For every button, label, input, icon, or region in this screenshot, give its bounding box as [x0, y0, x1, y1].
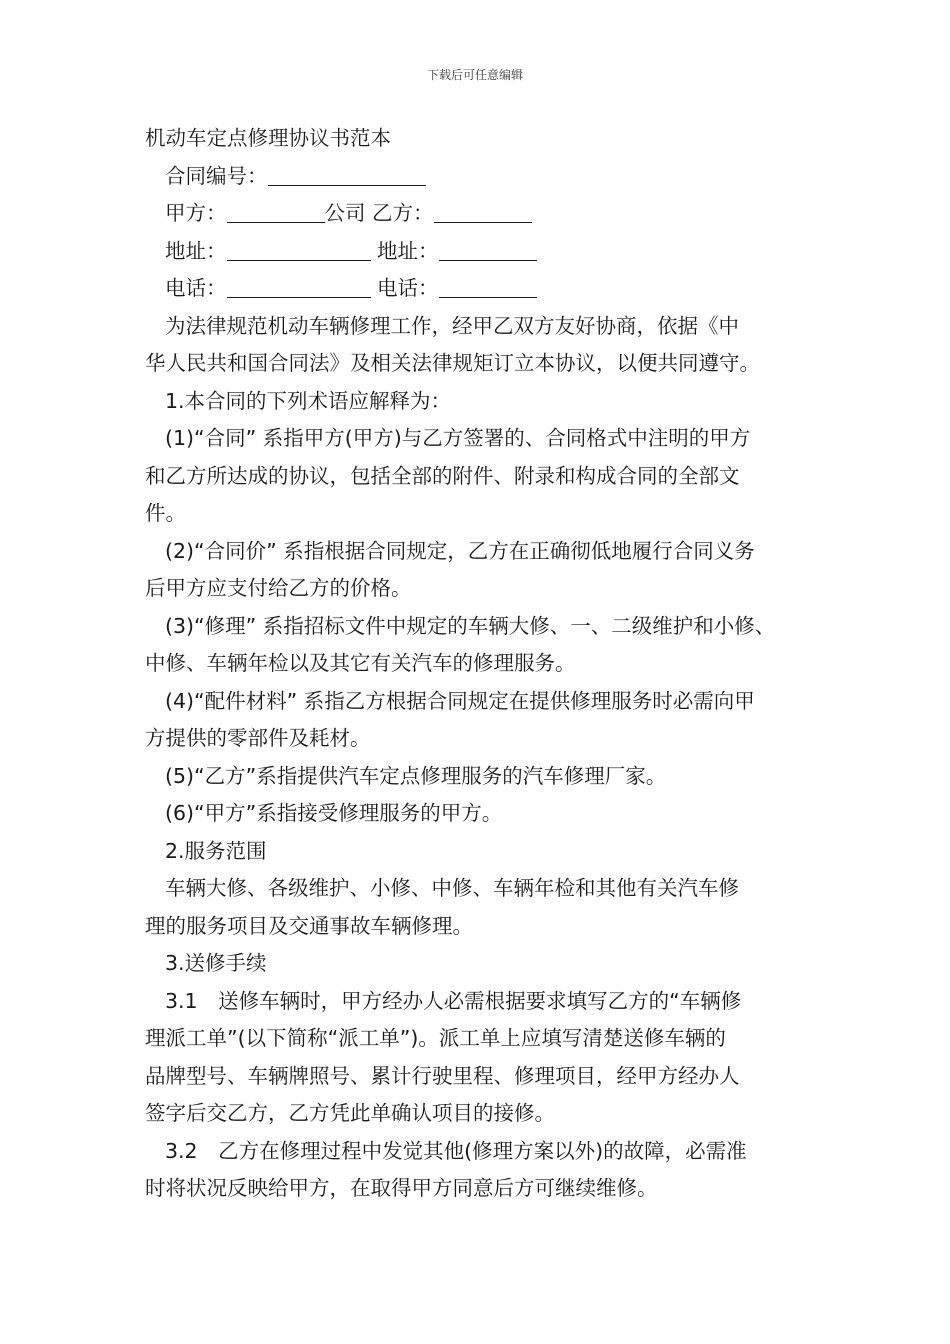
section-1-title: 1.本合同的下列术语应解释为：: [165, 388, 452, 413]
party-a-label: 甲方：: [165, 201, 227, 225]
section-3-title: 3.送修手续: [165, 951, 267, 975]
address-a-blank[interactable]: [227, 238, 371, 261]
section-3-2-line-1: 3.2 乙方在修理过程中发觉其他(修理方案以外)的故障，必需准: [165, 1138, 747, 1163]
section-3-2-line-2: 时将状况反映给甲方，在取得甲方同意后方可继续维修。: [145, 1176, 658, 1200]
phone-b-label: 电话：: [377, 276, 439, 300]
company-suffix: 公司: [324, 201, 366, 225]
phone-row: [145, 270, 817, 308]
phone-b-blank[interactable]: [439, 275, 537, 298]
party-a-blank[interactable]: [227, 200, 325, 223]
section-3-1-line-3: 品牌型号、车辆牌照号、累计行驶里程、修理项目，经甲方经办人: [145, 1063, 740, 1088]
address-b-label: 地址：: [377, 238, 439, 263]
contract-number-label: 合同编号：: [165, 163, 268, 188]
section-2-line-1: 车辆大修、各级维护、小修、中修、车辆年检和其他有关汽车修: [165, 876, 739, 900]
definition-4-line-1: (4)“配件材料” 系指乙方根据合同规定在提供修理服务时必需向甲: [165, 688, 755, 713]
definition-1-line-3: 件。: [145, 501, 186, 525]
address-b-blank[interactable]: [439, 238, 537, 261]
section-2-title: 2.服务范围: [165, 838, 267, 863]
definition-1-line-1: (1)“合同” 系指甲方(甲方)与乙方签署的、合同格式中注明的甲方: [165, 426, 751, 450]
definition-2-line-2: 后甲方应支付给乙方的价格。: [145, 576, 412, 600]
definition-3-line-1: (3)“修理” 系指招标文件中规定的车辆大修、一、二级维护和小修、: [165, 613, 776, 638]
document-title: 机动车定点修理协议书范本: [145, 126, 391, 150]
contract-number-row: [145, 158, 817, 196]
phone-a-label: 电话：: [165, 276, 227, 300]
party-row: [145, 195, 817, 233]
phone-a-blank[interactable]: [227, 275, 371, 298]
definition-5: (5)“乙方”系指提供汽车定点修理服务的汽车修理厂家。: [165, 763, 667, 788]
intro-line-1: 为法律规范机动车辆修理工作，经甲乙双方友好协商，依据《中: [165, 313, 739, 338]
contract-number-blank[interactable]: [268, 163, 426, 186]
definition-2-line-1: (2)“合同价” 系指根据合同规定，乙方在正确彻低地履行合同义务: [165, 538, 755, 563]
section-3-1-line-2: 理派工单”(以下简称“派工单”)。派工单上应填写清楚送修车辆的: [145, 1026, 726, 1050]
section-2-line-2: 理的服务项目及交通事故车辆修理。: [145, 913, 473, 938]
party-b-label: 乙方：: [372, 201, 434, 225]
document-body: [145, 120, 817, 1208]
definition-4-line-2: 方提供的零部件及耗材。: [145, 726, 371, 750]
definition-6: (6)“甲方”系指接受修理服务的甲方。: [165, 801, 503, 825]
definition-1-line-2: 和乙方所达成的协议，包括全部的附件、附录和构成合同的全部文: [145, 463, 740, 488]
intro-line-2: 华人民共和国合同法》及相关法律规矩订立本协议，以便共同遵守。: [145, 351, 760, 375]
party-b-blank[interactable]: [434, 200, 532, 223]
section-3-1-line-4: 签字后交乙方，乙方凭此单确认项目的接修。: [145, 1101, 555, 1125]
definition-3-line-2: 中修、车辆年检以及其它有关汽车的修理服务。: [145, 651, 576, 675]
address-row: [145, 233, 817, 271]
section-3-1-line-1: 3.1 送修车辆时，甲方经办人必需根据要求填写乙方的“车辆修: [165, 988, 742, 1013]
address-a-label: 地址：: [165, 238, 227, 263]
page-header-note: 下载后可任意编辑: [426, 68, 523, 82]
